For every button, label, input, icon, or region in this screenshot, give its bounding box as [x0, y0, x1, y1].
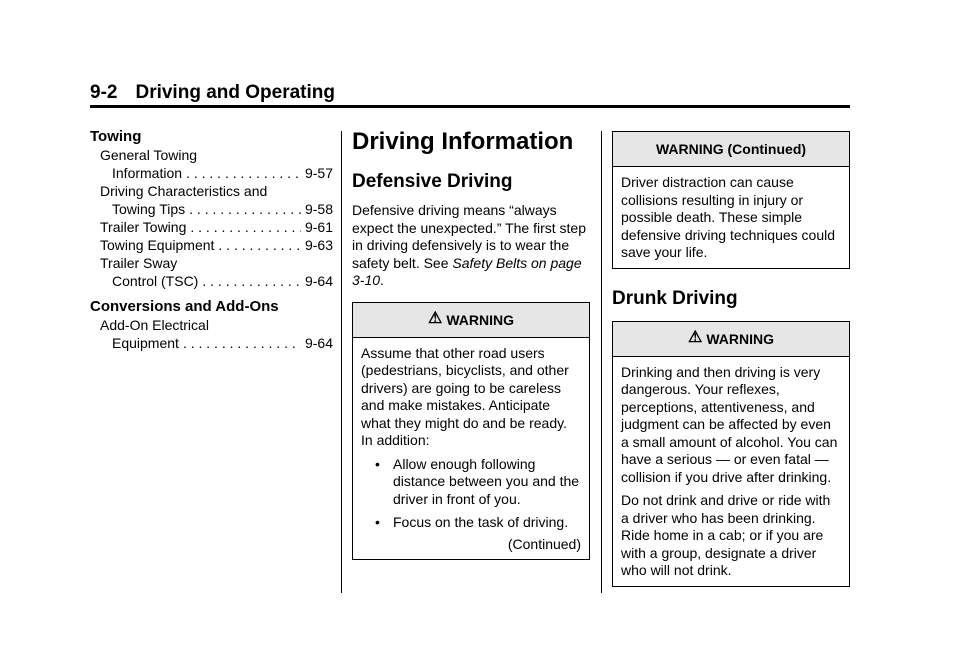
- toc-entry[interactable]: Trailer Sway Control (TSC) . . . 9-64: [90, 254, 333, 290]
- toc-entry[interactable]: General Towing Information . . . 9-57: [90, 146, 333, 182]
- dot-leader: [186, 164, 301, 182]
- warning-box: [612, 321, 850, 587]
- toc-page-ref: 9-57: [304, 165, 333, 181]
- warning-triangle-icon: ⚠: [427, 309, 443, 327]
- column-divider: [601, 131, 602, 593]
- section-title: Driving Information: [352, 128, 574, 155]
- toc-entry[interactable]: Add-On Electrical Equipment . . . 9-64: [90, 316, 333, 352]
- warning-text: Assume that other road users (pedestrians, bicyclists, and other drivers) are going to be careless and make mistakes. Anticipate what they might do and be ready. In addition:: [361, 344, 569, 448]
- warning-continued-box: [612, 131, 850, 269]
- cross-reference-link[interactable]: Safety Belts on page 3-10: [352, 254, 582, 288]
- bullet: •: [375, 514, 380, 530]
- toc-heading-conversions: Conversions and Add-Ons: [90, 298, 279, 315]
- toc-entry[interactable]: Driving Characteristics and Towing Tips . . . 9-58: [90, 182, 333, 218]
- column-divider: [341, 131, 342, 593]
- toc-page-ref: 9-58: [304, 201, 333, 217]
- list-item: • Allow enough following distance between you and the driver in front of you.: [375, 455, 580, 507]
- toc-page-ref: 9-61: [304, 219, 333, 235]
- warning-body: [613, 167, 849, 268]
- chapter-title: Driving and Operating: [135, 82, 335, 103]
- continued-label: (Continued): [507, 535, 581, 552]
- toc-heading-towing: Towing: [90, 128, 142, 145]
- dot-leader: [189, 200, 301, 218]
- dot-leader: [183, 334, 301, 352]
- dot-leader: [190, 218, 301, 236]
- warning-header: ⚠ WARNING: [353, 303, 589, 338]
- warning-triangle-icon: ⚠: [687, 328, 703, 346]
- toc-page-ref: 9-64: [304, 273, 333, 289]
- subsection-heading-defensive: Defensive Driving: [352, 171, 513, 192]
- warning-box: [352, 302, 590, 561]
- bullet: •: [375, 455, 380, 472]
- warning-header: WARNING (Continued): [613, 132, 849, 167]
- subsection-heading-drunk: Drunk Driving: [612, 287, 738, 309]
- toc-page-ref: 9-64: [304, 335, 333, 351]
- toc-entry[interactable]: Towing Equipment . . . 9-63: [90, 236, 333, 254]
- warning-body: [613, 357, 849, 586]
- dot-leader: [218, 236, 301, 254]
- main-column: [352, 128, 590, 560]
- page-number: 9-2: [90, 82, 118, 103]
- warning-text: Do not drink and drive or ride with a driver who has been drinking. Ride home in a cab; or if you are with a group, designate a driver who will not drink.: [621, 492, 831, 578]
- warning-text: Drinking and then driving is very dangerous. Your reflexes, perceptions, attentiveness, and judgment can be affected by even a small amount of alcohol. You can have a serious — or even fatal — collision if you drive after drinking.: [621, 363, 838, 485]
- header-rule: [90, 105, 850, 108]
- warning-header: ⚠ WARNING: [613, 322, 849, 357]
- list-item: • Focus on the task of driving.: [375, 514, 569, 530]
- header-title-line: [90, 82, 850, 104]
- right-column: [612, 131, 850, 587]
- dot-leader: [202, 272, 301, 290]
- defensive-paragraph: Defensive driving means “always expect the unexpected.” The first step in driving defensively is to wear the safety belt. See Safety Belts on page 3-10.: [352, 202, 586, 288]
- toc-page-ref: 9-63: [304, 237, 333, 253]
- warning-text: Driver distraction can cause collisions resulting in injury or possible death. These simple defensive driving techniques could save your life.: [621, 174, 836, 260]
- toc-entry[interactable]: Trailer Towing . . . 9-61: [90, 218, 333, 236]
- page-header: [90, 82, 850, 104]
- warning-body: [353, 338, 589, 560]
- toc-column: [90, 128, 333, 352]
